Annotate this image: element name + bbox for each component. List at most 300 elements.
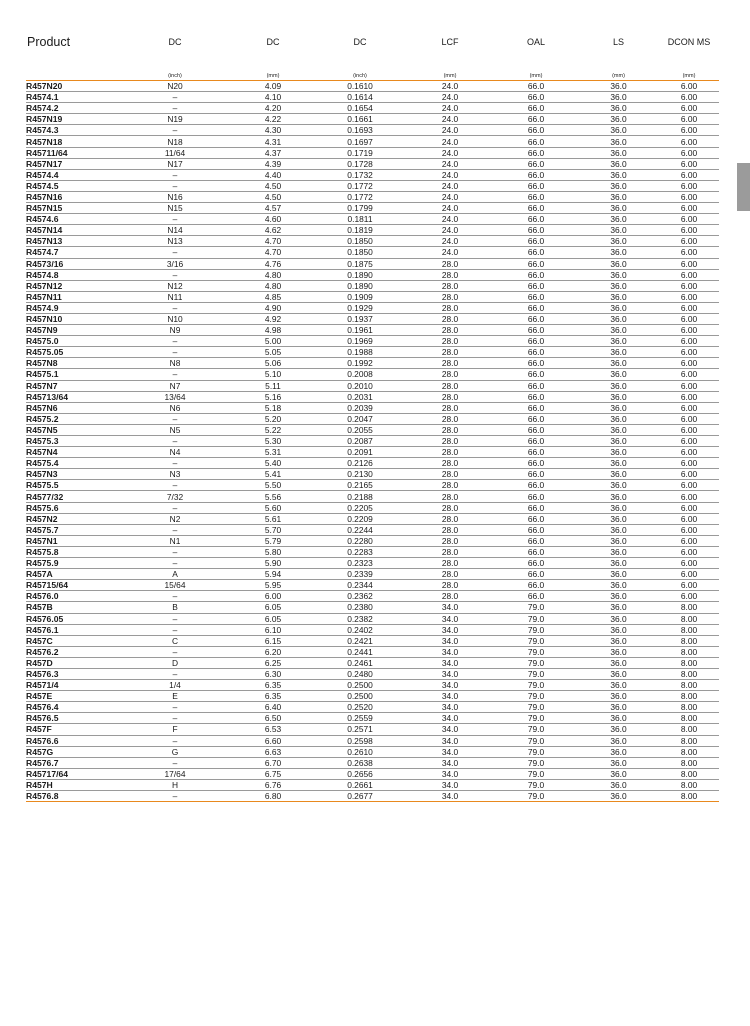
cell-dc-inch-size: N2	[118, 513, 232, 524]
cell-dc-mm: 5.56	[232, 491, 314, 502]
cell-dcon-ms: 6.00	[659, 513, 719, 524]
cell-dc-inch-decimal: 0.2010	[314, 380, 406, 391]
cell-dcon-ms: 8.00	[659, 757, 719, 768]
cell-product-code: R4577/32	[26, 491, 118, 502]
cell-dc-inch-decimal: 0.1799	[314, 203, 406, 214]
cell-dc-inch-size: –	[118, 302, 232, 313]
cell-dc-inch-size: 1/4	[118, 680, 232, 691]
table-row	[26, 180, 719, 191]
cell-oal: 66.0	[494, 413, 578, 424]
cell-dc-inch-size: –	[118, 103, 232, 114]
cell-dc-mm: 5.00	[232, 336, 314, 347]
table-row	[26, 569, 719, 580]
cell-dc-inch-size: –	[118, 336, 232, 347]
cell-dc-inch-size: N6	[118, 402, 232, 413]
cell-lcf: 24.0	[406, 147, 494, 158]
cell-product-code: R4575.05	[26, 347, 118, 358]
table-row	[26, 225, 719, 236]
table-row	[26, 791, 719, 802]
cell-product-code: R4576.4	[26, 702, 118, 713]
cell-oal: 66.0	[494, 524, 578, 535]
table-row	[26, 214, 719, 225]
cell-lcf: 34.0	[406, 768, 494, 779]
cell-dc-inch-decimal: 0.2047	[314, 413, 406, 424]
cell-dc-mm: 5.61	[232, 513, 314, 524]
table-row	[26, 313, 719, 324]
table-row	[26, 535, 719, 546]
cell-dcon-ms: 6.00	[659, 169, 719, 180]
cell-product-code: R4576.7	[26, 757, 118, 768]
cell-dcon-ms: 6.00	[659, 491, 719, 502]
cell-oal: 66.0	[494, 280, 578, 291]
cell-dcon-ms: 6.00	[659, 158, 719, 169]
cell-dc-mm: 4.70	[232, 236, 314, 247]
cell-dc-mm: 5.11	[232, 380, 314, 391]
cell-lcf: 28.0	[406, 513, 494, 524]
table-row	[26, 424, 719, 435]
cell-lcf: 24.0	[406, 125, 494, 136]
cell-dcon-ms: 6.00	[659, 103, 719, 114]
unit-product	[26, 65, 118, 81]
cell-dc-inch-size: –	[118, 269, 232, 280]
cell-dc-inch-size: A	[118, 569, 232, 580]
cell-lcf: 28.0	[406, 469, 494, 480]
cell-oal: 66.0	[494, 569, 578, 580]
cell-oal: 66.0	[494, 380, 578, 391]
cell-ls: 36.0	[578, 657, 659, 668]
cell-lcf: 28.0	[406, 524, 494, 535]
cell-ls: 36.0	[578, 158, 659, 169]
table-row	[26, 480, 719, 491]
cell-dcon-ms: 8.00	[659, 613, 719, 624]
cell-dc-inch-decimal: 0.1772	[314, 180, 406, 191]
cell-oal: 66.0	[494, 347, 578, 358]
cell-ls: 36.0	[578, 402, 659, 413]
cell-dc-inch-size: 11/64	[118, 147, 232, 158]
cell-dcon-ms: 6.00	[659, 424, 719, 435]
cell-lcf: 28.0	[406, 580, 494, 591]
table-row	[26, 269, 719, 280]
cell-dc-inch-decimal: 0.1772	[314, 191, 406, 202]
cell-dc-inch-decimal: 0.2130	[314, 469, 406, 480]
cell-dc-mm: 6.30	[232, 668, 314, 679]
table-row	[26, 347, 719, 358]
cell-oal: 66.0	[494, 469, 578, 480]
cell-dcon-ms: 6.00	[659, 458, 719, 469]
cell-lcf: 28.0	[406, 302, 494, 313]
cell-dc-mm: 4.76	[232, 258, 314, 269]
cell-lcf: 28.0	[406, 413, 494, 424]
cell-ls: 36.0	[578, 724, 659, 735]
cell-oal: 79.0	[494, 624, 578, 635]
table-row	[26, 779, 719, 790]
cell-product-code: R457N20	[26, 81, 118, 92]
cell-dc-mm: 4.80	[232, 269, 314, 280]
table-row	[26, 103, 719, 114]
cell-dc-inch-decimal: 0.1610	[314, 81, 406, 92]
cell-lcf: 28.0	[406, 336, 494, 347]
cell-lcf: 24.0	[406, 169, 494, 180]
cell-dc-inch-size: N10	[118, 313, 232, 324]
cell-dc-inch-decimal: 0.2055	[314, 424, 406, 435]
cell-product-code: R4576.6	[26, 735, 118, 746]
table-row	[26, 469, 719, 480]
cell-oal: 66.0	[494, 535, 578, 546]
cell-ls: 36.0	[578, 247, 659, 258]
cell-dc-inch-size: H	[118, 779, 232, 790]
cell-oal: 79.0	[494, 680, 578, 691]
table-row	[26, 757, 719, 768]
cell-lcf: 28.0	[406, 480, 494, 491]
cell-ls: 36.0	[578, 779, 659, 790]
cell-dc-inch-decimal: 0.2421	[314, 635, 406, 646]
cell-dc-inch-decimal: 0.1992	[314, 358, 406, 369]
cell-dcon-ms: 6.00	[659, 92, 719, 103]
cell-product-code: R457D	[26, 657, 118, 668]
cell-dc-inch-size: –	[118, 125, 232, 136]
cell-lcf: 34.0	[406, 624, 494, 635]
cell-product-code: R457N5	[26, 424, 118, 435]
cell-dc-mm: 6.63	[232, 746, 314, 757]
cell-dcon-ms: 8.00	[659, 624, 719, 635]
cell-dc-mm: 4.10	[232, 92, 314, 103]
cell-dcon-ms: 8.00	[659, 691, 719, 702]
cell-dc-inch-decimal: 0.2165	[314, 480, 406, 491]
cell-product-code: R457N19	[26, 114, 118, 125]
cell-lcf: 34.0	[406, 613, 494, 624]
cell-product-code: R4574.2	[26, 103, 118, 114]
cell-oal: 66.0	[494, 136, 578, 147]
cell-product-code: R457B	[26, 602, 118, 613]
cell-dc-inch-decimal: 0.2039	[314, 402, 406, 413]
cell-ls: 36.0	[578, 114, 659, 125]
cell-dc-inch-size: N19	[118, 114, 232, 125]
cell-lcf: 28.0	[406, 325, 494, 336]
table-row	[26, 391, 719, 402]
cell-product-code: R457C	[26, 635, 118, 646]
cell-dcon-ms: 6.00	[659, 214, 719, 225]
cell-ls: 36.0	[578, 558, 659, 569]
table-row	[26, 447, 719, 458]
cell-product-code: R4575.1	[26, 369, 118, 380]
cell-lcf: 28.0	[406, 380, 494, 391]
cell-dcon-ms: 6.00	[659, 147, 719, 158]
cell-dcon-ms: 6.00	[659, 269, 719, 280]
cell-dc-inch-decimal: 0.1819	[314, 225, 406, 236]
table-row	[26, 125, 719, 136]
cell-ls: 36.0	[578, 524, 659, 535]
cell-dc-inch-size: N13	[118, 236, 232, 247]
cell-dc-inch-decimal: 0.2500	[314, 680, 406, 691]
cell-dcon-ms: 6.00	[659, 558, 719, 569]
cell-dc-inch-decimal: 0.1875	[314, 258, 406, 269]
cell-dc-inch-size: –	[118, 624, 232, 635]
cell-oal: 79.0	[494, 657, 578, 668]
cell-dcon-ms: 6.00	[659, 302, 719, 313]
cell-oal: 66.0	[494, 313, 578, 324]
cell-lcf: 28.0	[406, 402, 494, 413]
cell-oal: 66.0	[494, 336, 578, 347]
table-row	[26, 369, 719, 380]
cell-dcon-ms: 6.00	[659, 325, 719, 336]
cell-dc-inch-size: N15	[118, 203, 232, 214]
cell-dc-mm: 6.10	[232, 624, 314, 635]
cell-dc-mm: 4.85	[232, 291, 314, 302]
table-row	[26, 768, 719, 779]
cell-oal: 79.0	[494, 691, 578, 702]
cell-ls: 36.0	[578, 413, 659, 424]
cell-ls: 36.0	[578, 624, 659, 635]
cell-dc-inch-size: –	[118, 214, 232, 225]
cell-oal: 66.0	[494, 236, 578, 247]
cell-dc-inch-decimal: 0.2280	[314, 535, 406, 546]
cell-lcf: 24.0	[406, 236, 494, 247]
cell-lcf: 28.0	[406, 491, 494, 502]
cell-dcon-ms: 6.00	[659, 591, 719, 602]
cell-dc-inch-size: –	[118, 524, 232, 535]
cell-dc-mm: 4.98	[232, 325, 314, 336]
cell-ls: 36.0	[578, 569, 659, 580]
cell-dc-inch-decimal: 0.1890	[314, 269, 406, 280]
cell-dc-mm: 5.06	[232, 358, 314, 369]
cell-ls: 36.0	[578, 635, 659, 646]
cell-product-code: R4573/16	[26, 258, 118, 269]
cell-product-code: R4571/4	[26, 680, 118, 691]
cell-dc-mm: 5.79	[232, 535, 314, 546]
cell-oal: 66.0	[494, 203, 578, 214]
cell-dcon-ms: 6.00	[659, 136, 719, 147]
column-header-dcon-ms: DCON MS	[667, 36, 711, 47]
cell-lcf: 28.0	[406, 358, 494, 369]
cell-ls: 36.0	[578, 680, 659, 691]
cell-oal: 79.0	[494, 646, 578, 657]
cell-oal: 66.0	[494, 502, 578, 513]
cell-product-code: R4575.8	[26, 546, 118, 557]
cell-dc-inch-size: B	[118, 602, 232, 613]
table-row	[26, 325, 719, 336]
cell-dcon-ms: 6.00	[659, 369, 719, 380]
table-row	[26, 291, 719, 302]
cell-product-code: R4574.3	[26, 125, 118, 136]
cell-dc-inch-decimal: 0.1614	[314, 92, 406, 103]
cell-dcon-ms: 8.00	[659, 735, 719, 746]
table-row	[26, 657, 719, 668]
cell-dcon-ms: 6.00	[659, 236, 719, 247]
cell-lcf: 34.0	[406, 713, 494, 724]
cell-dc-inch-decimal: 0.1929	[314, 302, 406, 313]
cell-lcf: 34.0	[406, 602, 494, 613]
cell-product-code: R4576.8	[26, 791, 118, 802]
cell-dc-inch-decimal: 0.2677	[314, 791, 406, 802]
cell-product-code: R457N15	[26, 203, 118, 214]
cell-product-code: R457N10	[26, 313, 118, 324]
cell-dc-mm: 6.20	[232, 646, 314, 657]
cell-dc-inch-decimal: 0.2610	[314, 746, 406, 757]
cell-lcf: 34.0	[406, 757, 494, 768]
cell-ls: 36.0	[578, 757, 659, 768]
table-row	[26, 613, 719, 624]
cell-dc-mm: 5.31	[232, 447, 314, 458]
cell-dcon-ms: 6.00	[659, 436, 719, 447]
cell-dcon-ms: 6.00	[659, 258, 719, 269]
cell-dcon-ms: 6.00	[659, 502, 719, 513]
cell-dc-inch-size: N3	[118, 469, 232, 480]
cell-oal: 66.0	[494, 247, 578, 258]
cell-dc-mm: 4.30	[232, 125, 314, 136]
cell-oal: 79.0	[494, 724, 578, 735]
unit-ls: (mm)	[578, 65, 659, 81]
cell-dcon-ms: 6.00	[659, 191, 719, 202]
cell-oal: 66.0	[494, 258, 578, 269]
cell-product-code: R457E	[26, 691, 118, 702]
cell-dc-mm: 6.35	[232, 680, 314, 691]
cell-lcf: 28.0	[406, 569, 494, 580]
column-header-dc-inch-decimal: DC	[353, 36, 367, 47]
cell-dcon-ms: 6.00	[659, 535, 719, 546]
cell-product-code: R457A	[26, 569, 118, 580]
cell-ls: 36.0	[578, 391, 659, 402]
cell-dcon-ms: 6.00	[659, 81, 719, 92]
cell-ls: 36.0	[578, 668, 659, 679]
cell-oal: 66.0	[494, 214, 578, 225]
cell-dc-mm: 6.05	[232, 602, 314, 613]
cell-oal: 66.0	[494, 147, 578, 158]
cell-dc-mm: 4.70	[232, 247, 314, 258]
cell-dc-inch-size: –	[118, 546, 232, 557]
cell-dc-inch-size: –	[118, 735, 232, 746]
cell-dc-mm: 4.60	[232, 214, 314, 225]
unit-oal: (mm)	[494, 65, 578, 81]
table-row	[26, 635, 719, 646]
cell-dcon-ms: 8.00	[659, 724, 719, 735]
cell-dcon-ms: 6.00	[659, 313, 719, 324]
cell-dc-inch-size: –	[118, 436, 232, 447]
cell-dc-inch-decimal: 0.1728	[314, 158, 406, 169]
cell-dc-inch-size: –	[118, 458, 232, 469]
cell-lcf: 24.0	[406, 92, 494, 103]
cell-dc-inch-decimal: 0.2559	[314, 713, 406, 724]
cell-dc-mm: 4.50	[232, 180, 314, 191]
cell-oal: 79.0	[494, 768, 578, 779]
cell-dc-mm: 5.70	[232, 524, 314, 535]
cell-oal: 66.0	[494, 402, 578, 413]
table-row	[26, 380, 719, 391]
table-body	[26, 81, 719, 802]
cell-oal: 66.0	[494, 369, 578, 380]
cell-dcon-ms: 8.00	[659, 746, 719, 757]
table-row	[26, 147, 719, 158]
cell-dc-inch-size: N16	[118, 191, 232, 202]
cell-lcf: 24.0	[406, 225, 494, 236]
cell-product-code: R457N1	[26, 535, 118, 546]
cell-product-code: R457N13	[26, 236, 118, 247]
unit-dc-inch-decimal: (inch)	[314, 65, 406, 81]
cell-oal: 66.0	[494, 558, 578, 569]
cell-ls: 36.0	[578, 325, 659, 336]
cell-dc-inch-decimal: 0.1654	[314, 103, 406, 114]
cell-dc-inch-decimal: 0.1937	[314, 313, 406, 324]
cell-dc-mm: 5.22	[232, 424, 314, 435]
table-row	[26, 735, 719, 746]
cell-product-code: R457N12	[26, 280, 118, 291]
cell-dcon-ms: 8.00	[659, 791, 719, 802]
cell-oal: 66.0	[494, 180, 578, 191]
cell-dc-mm: 6.75	[232, 768, 314, 779]
cell-product-code: R4575.6	[26, 502, 118, 513]
cell-ls: 36.0	[578, 535, 659, 546]
cell-dc-inch-size: –	[118, 180, 232, 191]
cell-oal: 66.0	[494, 325, 578, 336]
cell-lcf: 24.0	[406, 114, 494, 125]
cell-dc-mm: 5.30	[232, 436, 314, 447]
cell-dc-mm: 6.60	[232, 735, 314, 746]
cell-dc-mm: 5.41	[232, 469, 314, 480]
cell-lcf: 34.0	[406, 746, 494, 757]
cell-product-code: R4575.3	[26, 436, 118, 447]
cell-product-code: R4575.4	[26, 458, 118, 469]
cell-oal: 66.0	[494, 169, 578, 180]
cell-ls: 36.0	[578, 447, 659, 458]
cell-oal: 79.0	[494, 735, 578, 746]
cell-ls: 36.0	[578, 214, 659, 225]
column-header-product: Product	[27, 34, 71, 49]
cell-product-code: R4575.7	[26, 524, 118, 535]
cell-ls: 36.0	[578, 236, 659, 247]
cell-dc-mm: 6.76	[232, 779, 314, 790]
table-row	[26, 668, 719, 679]
cell-lcf: 24.0	[406, 203, 494, 214]
cell-dc-inch-decimal: 0.2520	[314, 702, 406, 713]
cell-product-code: R4575.9	[26, 558, 118, 569]
table-row	[26, 491, 719, 502]
cell-ls: 36.0	[578, 313, 659, 324]
cell-dc-inch-decimal: 0.2461	[314, 657, 406, 668]
cell-product-code: R4574.4	[26, 169, 118, 180]
cell-dc-inch-decimal: 0.1969	[314, 336, 406, 347]
cell-dc-inch-size: N5	[118, 424, 232, 435]
cell-dcon-ms: 8.00	[659, 779, 719, 790]
cell-dc-inch-size: N7	[118, 380, 232, 391]
unit-dcon-ms: (mm)	[659, 65, 719, 81]
cell-dc-inch-size: N20	[118, 81, 232, 92]
cell-product-code: R457N3	[26, 469, 118, 480]
cell-ls: 36.0	[578, 480, 659, 491]
cell-dc-mm: 4.37	[232, 147, 314, 158]
table-row	[26, 580, 719, 591]
cell-dc-inch-size: –	[118, 502, 232, 513]
cell-oal: 79.0	[494, 702, 578, 713]
cell-dcon-ms: 6.00	[659, 402, 719, 413]
cell-dc-inch-decimal: 0.1961	[314, 325, 406, 336]
cell-dc-inch-size: –	[118, 92, 232, 103]
cell-dcon-ms: 8.00	[659, 668, 719, 679]
cell-product-code: R45717/64	[26, 768, 118, 779]
cell-dc-mm: 6.70	[232, 757, 314, 768]
cell-product-code: R457N17	[26, 158, 118, 169]
cell-ls: 36.0	[578, 735, 659, 746]
cell-ls: 36.0	[578, 502, 659, 513]
table-row	[26, 258, 719, 269]
cell-product-code: R4576.2	[26, 646, 118, 657]
cell-dcon-ms: 6.00	[659, 336, 719, 347]
cell-ls: 36.0	[578, 180, 659, 191]
cell-ls: 36.0	[578, 513, 659, 524]
cell-dc-mm: 4.50	[232, 191, 314, 202]
cell-dc-inch-decimal: 0.2362	[314, 591, 406, 602]
cell-lcf: 34.0	[406, 680, 494, 691]
cell-ls: 36.0	[578, 92, 659, 103]
cell-lcf: 28.0	[406, 313, 494, 324]
